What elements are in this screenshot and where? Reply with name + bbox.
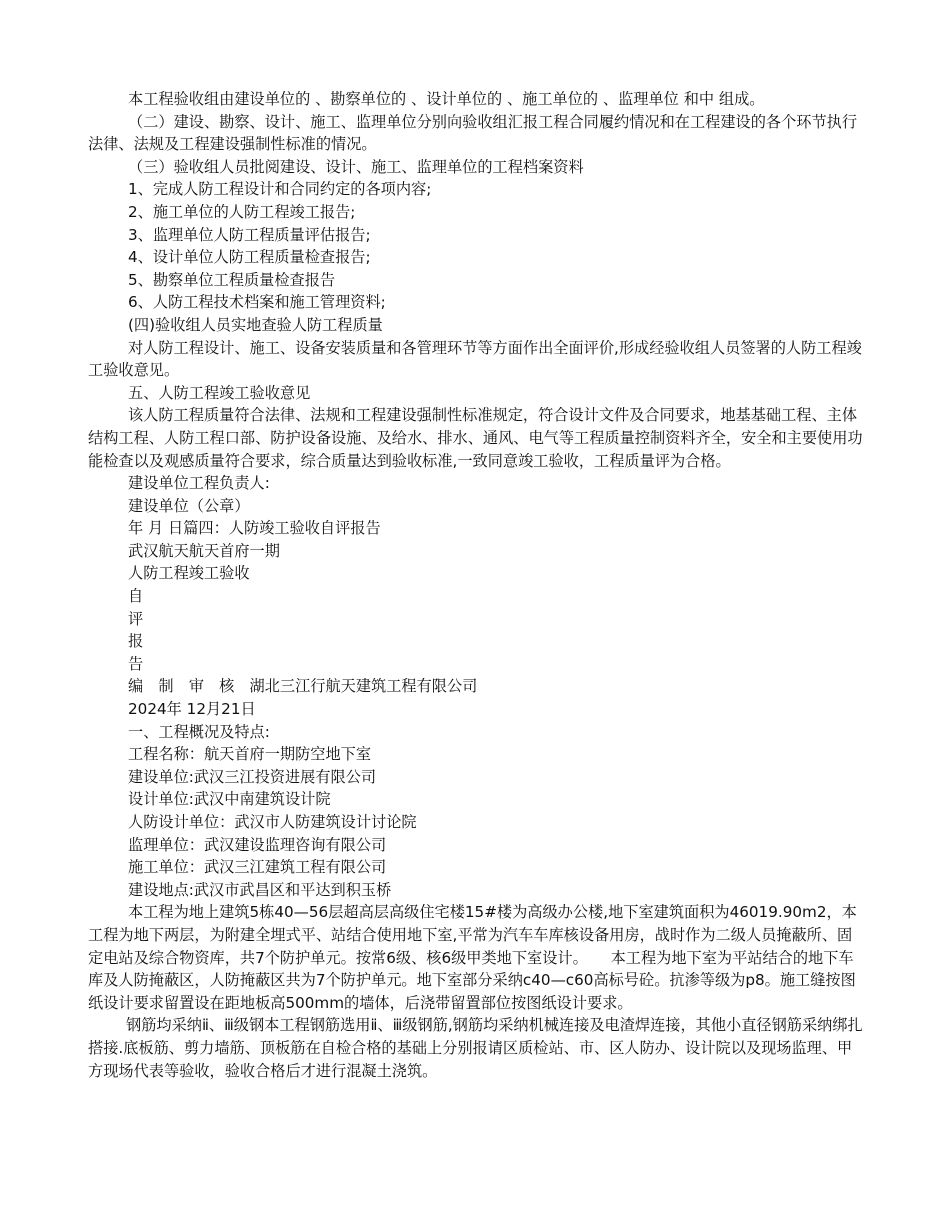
paragraph: 报 [128,632,144,651]
paragraph: 人防工程竣工验收 [128,564,250,583]
paragraph: 人防设计单位：武汉市人防建筑设计讨论院 [128,813,417,831]
paragraph: 五、人防工程竣工验收意见 [128,383,311,402]
paragraph: 建设单位:武汉三江投资进展有限公司 [128,767,377,786]
paragraph: 本工程验收组由建设单位的 、勘察单位的 、设计单位的 、施工单位的 、监理单位 和中 组成。 [128,90,765,108]
paragraph: 建设单位工程负责人: [128,474,270,493]
paragraph: 编 制 审 核 湖北三江行航天建筑工程有限公司 [128,677,478,696]
paragraph: (四)验收组人员实地查验人防工程质量 [128,315,383,334]
paragraph: 建设地点:武汉市武昌区和平达到积玉桥 [128,880,392,899]
paragraph: 该人防工程质量符合法律、法规和工程建设强制性标准规定，符合设计文件及合同要求，地基基础工程、主体结构工程、人防工程口部、防护设备设施、及给水、排水、通风、电气等工程质量控制资料齐全，安全和主要使用功能检查以及观感质量符合要求，综合质量达到验收标准,一致同意竣工验收，工程质量评为合格。 [88,406,863,470]
paragraph: 2024年 12月21日 [128,700,256,719]
paragraph: （二）建设、勘察、设计、施工、监理单位分别向验收组汇报工程合同履约情况和在工程建设的各个环节执行法律、法规及工程建设强制性标准的情况。 [88,112,857,154]
paragraph: 一、工程概况及特点: [128,722,270,741]
paragraph: 4、设计单位人防工程质量检查报告; [128,248,371,267]
paragraph: （三）验收组人员批阅建设、设计、施工、监理单位的工程档案资料 [128,157,584,176]
paragraph: 年 月 日篇四：人防竣工验收自评报告 [128,519,381,538]
paragraph: 钢筋均采纳ⅱ、ⅲ级钢本工程钢筋选用ⅱ、ⅲ级钢筋,钢筋均采纳机械连接及电渣焊连接，其他小直径钢筋采纳绑扎搭接.底板筋、剪力墙筋、顶板筋在自检合格的基础上分别报请区质检站、市、区人防办、设计院以及现场监理、甲方现场代表等验收，验收合格后才进行混凝土浇筑。 [88,1016,863,1080]
paragraph: 建设单位（公章） [128,496,250,515]
paragraph: 监理单位：武汉建设监理咨询有限公司 [128,835,387,854]
paragraph: 施工单位：武汉三江建筑工程有限公司 [128,858,387,877]
paragraph: 3、监理单位人防工程质量评估报告; [128,225,371,244]
paragraph: 评 [128,609,144,628]
document-body [88,88,863,1082]
paragraph: 武汉航天航天首府一期 [128,541,280,560]
paragraph: 5、勘察单位工程质量检查报告 [128,270,336,289]
paragraph: 6、人防工程技术档案和施工管理资料; [128,293,386,312]
paragraph: 自 [128,587,144,606]
paragraph: 1、完成人防工程设计和合同约定的各项内容; [128,180,432,199]
paragraph: 对人防工程设计、施工、设备安装质量和各管理环节等方面作出全面评价,形成经验收组人员签署的人防工程竣工验收意见。 [88,338,862,380]
paragraph: 工程名称：航天首府一期防空地下室 [128,745,371,764]
paragraph: 告 [128,654,144,673]
paragraph: 本工程为地上建筑5栋40—56层超高层高级住宅楼15#楼为高级办公楼,地下室建筑面积为46019.90m2，本工程为地下两层，为附建全埋式平、站结合使用地下室,平常为汽车车库核设备用房，战时作为二级人员掩蔽所、固定电站及综合物资库，共7个防护单元。按常6级、核6级甲类地下室设计。 本工程为地下室为平站结合的地下车库及人防掩蔽区，人防掩蔽区共为7个防护单元。地下室部分采纳c40—c60高标号砼。抗渗等级为p8。施工缝按图纸设计要求留置设在距地板高500mm的墙体，后浇带留置部位按图纸设计要求。 [88,903,857,1012]
paragraph: 设计单位:武汉中南建筑设计院 [128,790,331,809]
paragraph: 2、施工单位的人防工程竣工报告; [128,202,356,221]
